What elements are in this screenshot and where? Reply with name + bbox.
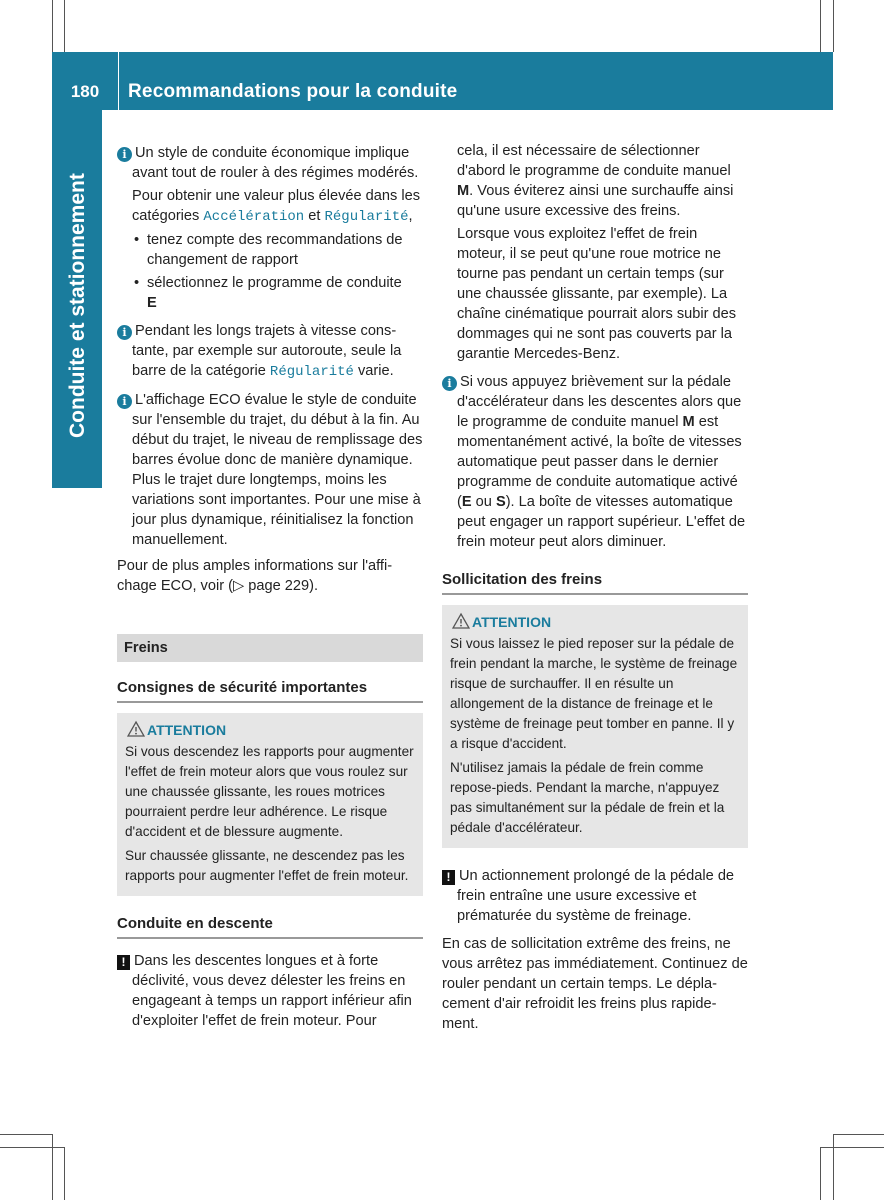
warning-triangle-icon [127,720,145,738]
crop-mark [820,1147,821,1200]
crop-mark [833,0,834,52]
section-heading: Freins [117,634,423,662]
info-text: est momentanément activé, la boîte de vitesses automatique peut passer dans le dernier programme de conduite automatique activé ( [457,414,742,510]
crop-mark [64,1147,65,1200]
info-note [117,321,423,382]
warning-heading [450,612,740,632]
category-regularite: Régularité [324,209,409,225]
crop-mark [52,1134,53,1200]
more-info-text: Pour de plus amples informations sur l'affichage ECO, voir (▷ page 229). [117,558,393,594]
subheading: Consignes de sécurité importantes [117,678,423,703]
info-text: Si vous appuyez brièvement sur la pédale d'accélérateur dans les descentes alors que le programme de conduite manuel [457,374,742,430]
info-note [117,390,423,550]
info-note [442,372,748,552]
page-title: Recommandations pour la conduite [128,81,458,102]
crop-mark [833,1134,834,1200]
warning-triangle-icon [452,612,470,630]
info-text: varie. [353,363,394,379]
crop-mark [0,1147,64,1148]
column-left [117,143,423,1034]
subheading: Sollicitation des freins [442,570,748,595]
warning-text: Sur chaussée glissante, ne descendez pas les rapports pour augmenter l'effet de frein moteur. [125,848,409,883]
warning-text: N'utilisez jamais la pédale de frein comme repose-pieds. Pendant la marche, n'appuyez pas simultanément sur la pédale de frein et la pédale d'accélérateur. [450,760,725,835]
info-icon: i [117,394,132,409]
crop-mark [0,1134,52,1135]
category-acceleration: Accélération [203,209,305,225]
info-text: Pour obtenir une valeur plus élevée dans les catégories [132,188,421,224]
warning-heading [125,720,415,740]
column-right [442,141,748,1037]
bullet-item [117,230,423,270]
program-e: E [461,494,472,510]
bullet-item [117,273,423,313]
category-regularite: Régularité [269,364,354,380]
crop-mark [833,1134,884,1135]
program-m: M [457,183,470,199]
caution-text: Un actionnement prolongé de la pédale de frein entraîne une usure excessive et prématurée du système de freinage. [457,868,735,924]
program-m: M [682,414,695,430]
info-text: L'affichage ECO évalue le style de conduite sur l'ensemble du trajet, du début à la fin. Au début du trajet, le niveau de remplissage des barres évolue donc de manière dynamique. Plus le trajet dure longtemps, moins les variations sont importantes. Pour une mise à jour plus dynamique, réinitialisez la fonction manuellement. [132,392,423,548]
info-icon: i [117,325,132,340]
warning-box [442,605,748,848]
info-text: et [304,208,325,224]
warning-title: ATTENTION [147,722,227,738]
info-text: , [408,208,413,224]
exclamation-icon: ! [442,870,455,885]
info-note [117,143,423,313]
warning-title: ATTENTION [472,614,552,630]
info-text: Pendant les longs trajets à vitesse constante, par exemple sur autoroute, seule la barre de la catégorie [132,323,402,379]
bullet-text: tenez compte des recommandations de changement de rapport [147,232,403,268]
program-e: E [147,295,157,311]
info-text: ou [471,494,496,510]
caution-note [117,951,423,1031]
info-text: Un style de conduite économique implique avant tout de rouler à des régimes modérés. [132,145,419,181]
crop-mark [820,0,821,52]
info-icon: i [442,376,457,391]
crop-mark [820,1147,884,1148]
bullet-text: sélectionnez le programme de conduite [147,275,402,291]
caution-note-continued [442,141,748,364]
exclamation-icon: ! [117,955,130,970]
caution-text: cela, il est nécessaire de sélectionner d'abord le programme de conduite manuel [457,143,731,179]
side-tab-label: Conduite et stationnement [66,173,89,438]
caution-text: Dans les descentes longues et à forte déclivité, vous devez délester les freins en engageant à temps un rapport inférieur afin d'exploiter l'effet de frein moteur. Pour [132,953,412,1029]
crop-mark [52,0,53,52]
program-s: S [495,494,506,510]
caution-text: Lorsque vous exploitez l'effet de frein moteur, il se peut qu'une roue motrice ne tourne pas pendant un certain temps (sur une chaussée glissante, par exemple). La chaîne cinématique pourrait alors subir des dommages qui ne sont pas couverts par la garantie Mercedes-Benz. [457,226,737,362]
info-text: ). La boîte de vitesses automatique peut engager un rapport supérieur. L'effet de frein moteur peut alors diminuer. [457,494,746,550]
info-icon: i [117,147,132,162]
warning-box [117,713,423,896]
caution-text: . Vous éviterez ainsi une surchauffe ainsi qu'une usure excessive des freins. [457,183,734,219]
warning-text: Si vous descendez les rapports pour augmenter l'effet de frein moteur alors que vous roulez sur une chaussée glissante, les roues motrices pourraient perdre leur adhérence. Le risque d'accident et de blessure augmente. [125,744,414,839]
body-paragraph: En cas de sollicitation extrême des freins, ne vous arrêtez pas immédiatement. Continuez de rouler pendant un certain temps. Le déplacement d'air refroidit les freins plus rapidement. [442,936,748,1032]
crop-mark [64,0,65,52]
page-number: 180 [70,82,100,101]
subheading: Conduite en descente [117,914,423,939]
warning-text: Si vous laissez le pied reposer sur la pédale de frein pendant la marche, le système de freinage risque de surchauffer. Il en résulte un allongement de la distance de freinage et le système de freinage peut tomber en panne. Il y a risque d'accident. [450,636,738,751]
caution-note [442,866,748,926]
